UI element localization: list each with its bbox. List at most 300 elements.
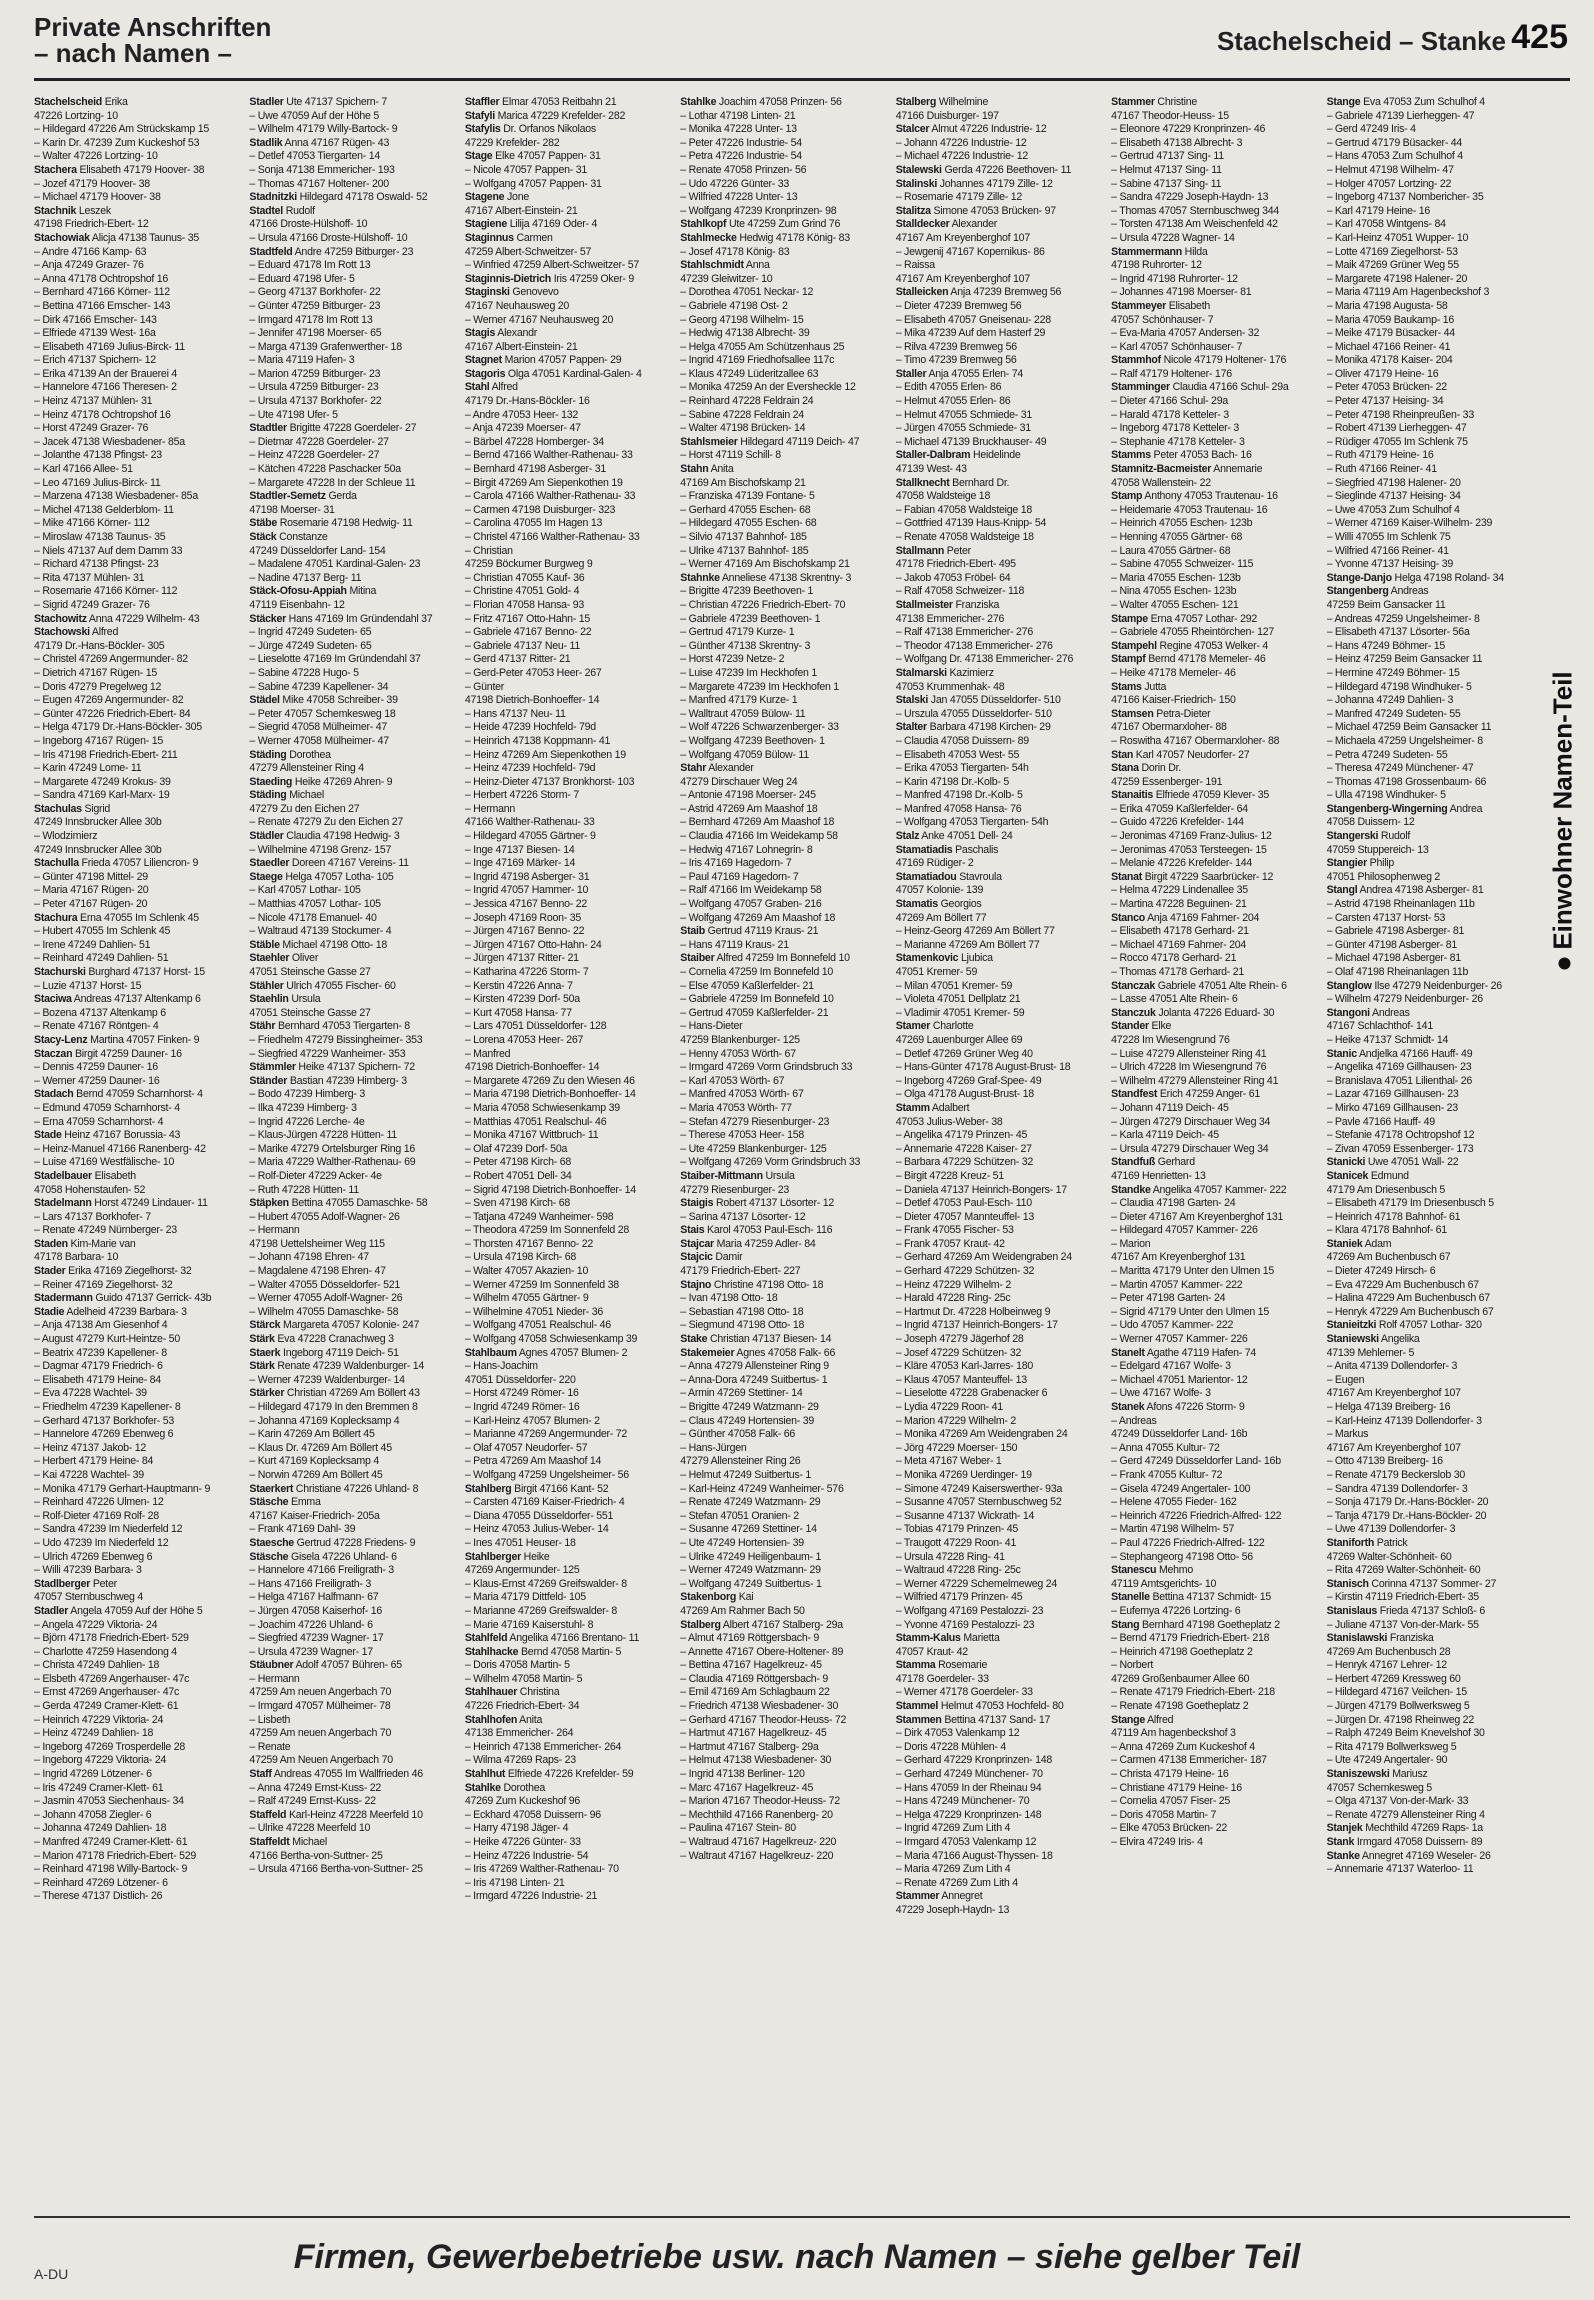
directory-entry (465, 1714, 668, 1728)
entry-details: – Luise 47169 Westfälische- 10 (34, 1156, 175, 1169)
directory-entry (896, 232, 1099, 246)
directory-entry (249, 925, 452, 939)
section-label: Einwohner Namen-Teil (1547, 671, 1578, 950)
directory-entry (896, 463, 1099, 477)
entry-details: – Meta 47167 Weber- 1 (895, 1455, 1002, 1468)
directory-entry (680, 341, 883, 355)
directory-entry (680, 830, 883, 844)
entry-details: – Karl-Heinz 47051 Wupper- 10 (1326, 231, 1469, 244)
entry-details: – Doris 47058 Martin- 5 (464, 1659, 570, 1672)
directory-entry (896, 1578, 1099, 1592)
directory-entry (465, 1700, 668, 1714)
directory-entry (1111, 558, 1314, 572)
entry-details: – Claudia 47058 Duissern- 89 (895, 734, 1029, 747)
entry-details: – Ingrid 47137 Heinrich-Bongers- 17 (895, 1319, 1058, 1332)
entry-surname: Staerk (249, 1346, 281, 1359)
directory-entry (896, 776, 1099, 790)
entry-details: – Renate 47167 Röntgen- 4 (34, 1020, 159, 1033)
entry-details: – Magdalene 47198 Ehren- 47 (249, 1265, 386, 1278)
entry-details: – Oliver 47179 Heine- 16 (1326, 367, 1439, 380)
directory-entry (680, 504, 883, 518)
entry-details: – Dieter 47167 Am Kreyenberghof 131 (1111, 1210, 1284, 1223)
entry-details: – Irmgard 47053 Valenkamp 12 (895, 1836, 1037, 1848)
entry-details: – Paulina 47167 Stein- 80 (680, 1822, 796, 1835)
directory-entry (680, 1061, 883, 1075)
entry-details: – Otto 47139 Breiberg- 16 (1326, 1455, 1443, 1468)
directory-entry (896, 1415, 1099, 1429)
directory-entry (1111, 354, 1314, 368)
entry-details: Andrea (1447, 802, 1483, 815)
directory-entry (680, 1238, 883, 1252)
directory-entry (1111, 259, 1314, 273)
directory-entry (896, 1564, 1099, 1578)
entry-details: – Monika 47178 Kaiser- 204 (1326, 354, 1453, 367)
entry-details: Wilhelmine (936, 96, 989, 108)
directory-entry (680, 1619, 883, 1633)
header-rule (34, 78, 1570, 81)
directory-entry (1111, 341, 1314, 355)
entry-details: – Rolf-Dieter 47169 Rolf- 28 (34, 1509, 159, 1522)
directory-entry (465, 1387, 668, 1401)
directory-entry (34, 735, 237, 749)
directory-entry (249, 830, 452, 844)
entry-surname: Stanic (1326, 1047, 1357, 1060)
entry-details: – Walter 47226 Lortzing- 10 (34, 150, 158, 163)
entry-details: – Harald 47178 Ketteler- 3 (1111, 408, 1229, 421)
entry-details: – Wolfgang 47051 Realschul- 46 (464, 1319, 611, 1332)
directory-entry (465, 1319, 668, 1333)
entry-details: – Marion 47259 Bitburger- 23 (249, 367, 381, 380)
entry-details: – Annemarie 47228 Kaiser- 27 (895, 1142, 1032, 1155)
directory-entry (1327, 1129, 1530, 1143)
directory-entry (465, 898, 668, 912)
entry-details: – Johanna 47249 Dahlien- 3 (1326, 694, 1454, 707)
entry-details: – Peter 47167 Rügen- 20 (34, 898, 148, 911)
entry-details: – Michel 47138 Gelderblom- 11 (34, 503, 174, 516)
entry-details: – Ralf 47249 Ernst-Kuss- 22 (249, 1795, 376, 1808)
directory-entry (896, 694, 1099, 708)
entry-details: Gabriele 47051 Alte Rhein- 6 (1155, 979, 1287, 992)
directory-entry (896, 286, 1099, 300)
entry-details: – Monika 47269 Am Weidengraben 24 (895, 1428, 1068, 1441)
entry-details: – Birgit 47269 Am Siepenkothen 19 (464, 476, 623, 489)
directory-entry (249, 1116, 452, 1130)
entry-details: – Peter 47053 Brücken- 22 (1326, 381, 1447, 394)
directory-entry (1111, 1605, 1314, 1619)
directory-entry (1327, 1401, 1530, 1415)
entry-details: – Hans 47059 In der Rheinau 94 (895, 1781, 1042, 1794)
entry-details: – Ursula 47228 Wagner- 14 (1111, 231, 1235, 244)
directory-entry (680, 1523, 883, 1537)
entry-details: – Niels 47137 Auf dem Damm 33 (34, 544, 183, 557)
entry-details: Bernd 47058 Martin- 5 (518, 1645, 622, 1658)
directory-entry (1111, 884, 1314, 898)
entry-details: – Wolfgang 47269 Am Maashof 18 (680, 911, 836, 924)
entry-details: 47198 Dietrich-Bonhoeffer- 14 (464, 1061, 600, 1074)
entry-details: – Matthias 47051 Realschul- 46 (464, 1115, 607, 1128)
entry-details: – Sabine 47137 Sing- 11 (1111, 177, 1222, 190)
entry-details: – Johann 47226 Industrie- 12 (895, 136, 1027, 149)
directory-entry (1327, 599, 1530, 613)
entry-surname: Städing (249, 789, 287, 802)
directory-entry (1111, 191, 1314, 205)
directory-entry (465, 599, 668, 613)
entry-details: 47226 Friedrich-Ebert- 34 (464, 1700, 580, 1713)
entry-details: – Mika 47239 Auf dem Hasterf 29 (895, 327, 1046, 340)
entry-details: – Eduard 47178 Im Rott 13 (249, 259, 371, 272)
entry-details: – Heinrich 47055 Eschen- 123b (1111, 517, 1253, 530)
entry-details: Martina 47057 Finken- 9 (87, 1033, 200, 1046)
entry-surname: Stajno (680, 1278, 712, 1291)
directory-entry (34, 1333, 237, 1347)
entry-surname: Ständer (249, 1074, 288, 1087)
directory-entry (896, 409, 1099, 423)
directory-entry (1111, 599, 1314, 613)
entry-details: – Lisbeth (249, 1713, 291, 1726)
entry-details: 47269 Zum Kuckeshof 96 (464, 1795, 581, 1808)
directory-entry (34, 599, 237, 613)
entry-surname: Stamatis (895, 898, 938, 911)
entry-details: – Waltraud 47167 Hagelkreuz- 220 (680, 1836, 837, 1848)
directory-entry (34, 1020, 237, 1034)
directory-entry (680, 1075, 883, 1089)
entry-details: 47167 Albert-Einstein- 21 (464, 204, 578, 217)
entry-details: – Lydia 47229 Roon- 41 (895, 1401, 1003, 1413)
entry-details: – Peter 47198 Garten- 24 (1111, 1292, 1226, 1305)
entry-details: 47051 Steinsche Gasse 27 (249, 1006, 371, 1019)
directory-entry (680, 1184, 883, 1198)
entry-details: – Dieter 47239 Bremweg 56 (895, 299, 1022, 312)
entry-details: – Reinhard 47198 Willy-Bartock- 9 (34, 1863, 188, 1876)
directory-entry (34, 1605, 237, 1619)
directory-column (249, 96, 452, 2176)
directory-entry (1111, 939, 1314, 953)
entry-details: – Wilhelmine 47198 Grenz- 157 (249, 843, 392, 856)
directory-entry (249, 1564, 452, 1578)
entry-details: – Horst 47249 Römer- 16 (464, 1387, 579, 1400)
entry-details: – Almut 47169 Röttgersbach- 9 (680, 1632, 820, 1645)
entry-details: – Erna 47059 Scharnhorst- 4 (34, 1115, 164, 1128)
entry-details: – Astrid 47269 Am Maashof 18 (680, 802, 818, 815)
directory-entry (34, 1048, 237, 1062)
entry-surname: Stachera (34, 163, 77, 176)
entry-details: – Emil 47169 Am Schlagbaum 22 (680, 1686, 830, 1699)
entry-details: Constanze (276, 531, 328, 543)
entry-surname: Staehlin (249, 993, 289, 1006)
entry-details: – Anita 47139 Dollendorfer- 3 (1326, 1360, 1458, 1373)
entry-details: 47269 Am Buchenbusch 67 (1326, 1251, 1451, 1264)
entry-details: Petra-Dieter (1153, 707, 1211, 720)
directory-entry (34, 640, 237, 654)
entry-details: Angelika 47057 Kammer- 222 (1150, 1183, 1287, 1196)
directory-entry (465, 504, 668, 518)
directory-entry (680, 1659, 883, 1673)
entry-details: – Manfred (464, 1047, 511, 1060)
entry-details: Damir (712, 1251, 743, 1264)
entry-details: – Jürge 47249 Sudeten- 65 (249, 639, 372, 652)
entry-details: Marion 47057 Pappen- 29 (501, 354, 622, 367)
entry-details: – Maria 47198 Augusta- 58 (1326, 299, 1448, 312)
directory-entry (465, 1374, 668, 1388)
entry-details: – Lorena 47053 Heer- 267 (464, 1033, 584, 1046)
entry-details: – Wolfgang 47239 Beethoven- 1 (680, 734, 825, 747)
entry-surname: Stamms (1111, 449, 1151, 462)
entry-details: – Heinz-Manuel 47166 Ranenberg- 42 (34, 1142, 206, 1155)
directory-entry (896, 789, 1099, 803)
entry-surname: Stallmann (895, 544, 945, 557)
directory-entry (465, 1605, 668, 1619)
entry-details: Dorothea (286, 748, 331, 761)
entry-details: – Karl 47053 Wörth- 67 (680, 1074, 785, 1087)
entry-details: – Irmgard 47057 Mülheimer- 78 (249, 1700, 391, 1713)
directory-entry (1111, 1387, 1314, 1401)
directory-entry (465, 844, 668, 858)
directory-entry (249, 368, 452, 382)
directory-entry (249, 1822, 452, 1836)
entry-details: – Jürgen 47167 Benno- 22 (464, 925, 585, 938)
entry-details: Peter (944, 544, 971, 557)
directory-entry (465, 1686, 668, 1700)
directory-entry (34, 1279, 237, 1293)
entry-details: – Heinz 47226 Industrie- 54 (464, 1849, 589, 1862)
directory-entry (249, 993, 452, 1007)
directory-entry (249, 1442, 452, 1456)
entry-details: – Peter 47198 Kirch- 68 (464, 1156, 571, 1169)
directory-entry (896, 300, 1099, 314)
directory-entry (34, 1890, 237, 1904)
directory-entry (896, 735, 1099, 749)
directory-entry (896, 830, 1099, 844)
entry-details: – Luise 47239 Im Heckhofen 1 (680, 666, 817, 679)
entry-details: Helga 47198 Roland- 34 (1391, 571, 1504, 584)
directory-entry (1327, 1632, 1530, 1646)
entry-details: – Luise 47279 Allensteiner Ring 41 (1111, 1047, 1267, 1060)
entry-details: – Erika 47059 Kaßlerfelder- 64 (1111, 802, 1248, 815)
entry-details: – Luzie 47137 Horst- 15 (34, 979, 142, 992)
directory-entry (680, 1143, 883, 1157)
entry-details: – Udo 47057 Kammer- 222 (1111, 1319, 1234, 1332)
directory-entry (1327, 1347, 1530, 1361)
directory-entry (896, 1782, 1099, 1796)
entry-details: Joachim 47058 Prinzen- 56 (716, 96, 842, 108)
directory-entry (34, 749, 237, 763)
directory-column (1327, 96, 1530, 2176)
entry-details: – Karin 47269 Am Böllert 45 (249, 1428, 375, 1441)
entry-details: Frieda 47137 Schloß- 6 (1377, 1604, 1485, 1617)
directory-entry (249, 1510, 452, 1524)
directory-entry (680, 776, 883, 790)
entry-details: Alicja 47138 Taunus- 35 (89, 231, 200, 244)
directory-entry (34, 354, 237, 368)
entry-details: – Andreas (1111, 1414, 1157, 1427)
entry-details: – Ralf 47166 Im Weidekamp 58 (680, 884, 822, 897)
directory-entry (34, 1184, 237, 1198)
entry-details: Bernd 47178 Memeler- 46 (1145, 653, 1266, 666)
directory-entry (680, 123, 883, 137)
directory-entry (249, 1836, 452, 1850)
entry-details: – Werner 47058 Mülheimer- 47 (249, 734, 389, 747)
directory-entry (34, 531, 237, 545)
entry-details: – Sandra 47229 Joseph-Haydn- 13 (1111, 191, 1269, 204)
directory-entry (680, 667, 883, 681)
entry-details: – Hannelore 47166 Freiligrath- 3 (249, 1564, 394, 1577)
directory-entry (249, 1591, 452, 1605)
entry-details: – Beatrix 47239 Kapellener- 8 (34, 1346, 167, 1359)
entry-surname: Stäpken (249, 1197, 289, 1210)
entry-surname: Stärk (249, 1360, 275, 1373)
directory-entry (249, 1809, 452, 1823)
entry-details: – Kurt 47169 Koplecksamp 4 (249, 1455, 379, 1468)
entry-surname: Stanicek (1326, 1169, 1369, 1182)
directory-entry (249, 1455, 452, 1469)
directory-entry (896, 1442, 1099, 1456)
directory-entry (1327, 1116, 1530, 1130)
entry-details: 47053 Julius-Weber- 38 (895, 1115, 1003, 1128)
entry-details: – Monika 47269 Uerdinger- 19 (895, 1468, 1032, 1481)
directory-entry (1327, 395, 1530, 409)
entry-details: – Ursula 47239 Wagner- 17 (249, 1645, 373, 1658)
directory-entry (465, 1863, 668, 1877)
directory-entry (896, 993, 1099, 1007)
entry-details: – Walter 47055 Eschen- 121 (1111, 598, 1239, 611)
entry-details: – Heinz 47269 Am Siepenkothen 19 (464, 748, 626, 761)
directory-entry (680, 653, 883, 667)
directory-entry (1111, 1809, 1314, 1823)
entry-details: – Kerstin 47226 Anna- 7 (464, 979, 573, 992)
entry-details: – Karin 47249 Lome- 11 (34, 762, 142, 775)
entry-details: – Yvonne 47137 Heising- 39 (1326, 558, 1453, 571)
entry-surname: Stalz (895, 830, 920, 843)
entry-details: – Hans 47053 Zum Schulhof 4 (1326, 150, 1463, 163)
entry-details: – Günter 47259 Bitburger- 23 (249, 299, 381, 312)
directory-entry (1111, 1197, 1314, 1211)
entry-details: – Rocco 47178 Gerhard- 21 (1111, 952, 1237, 965)
directory-entry (34, 1211, 237, 1225)
entry-details: Georgios (937, 898, 982, 911)
entry-details: – Karl 47057 Lothar- 105 (249, 884, 361, 897)
directory-entry (465, 1754, 668, 1768)
directory-entry (896, 1727, 1099, 1741)
entry-details: – Elisabeth 47169 Julius-Birck- 11 (34, 340, 185, 353)
directory-entry (896, 1238, 1099, 1252)
entry-details: – Marike 47279 Ortelsburger Ring 16 (249, 1142, 415, 1155)
entry-details: – Ingeborg 47229 Viktoria- 24 (34, 1754, 167, 1767)
entry-details: – Elisabeth 47057 Gneisenau- 228 (895, 313, 1051, 326)
entry-details: – Siegrid 47058 Mülheimer- 47 (249, 721, 388, 734)
entry-details: Ute 47259 Zum Grind 76 (726, 218, 841, 231)
entry-details: Edmund (1368, 1169, 1409, 1182)
entry-details: – Horst 47119 Schill- 8 (680, 449, 781, 462)
entry-details: Maria 47259 Adler- 84 (713, 1237, 816, 1250)
entry-surname: Stalitza (895, 204, 931, 217)
entry-details: – Matthias 47057 Lothar- 105 (249, 898, 381, 911)
entry-details: – Klaus-Jürgen 47228 Hütten- 11 (249, 1129, 397, 1142)
entry-details: 47198 Ruhrorter- 12 (1111, 259, 1202, 272)
directory-entry (34, 1551, 237, 1565)
entry-details: – Eugen (1326, 1373, 1365, 1386)
entry-details: – Kirsten 47239 Dorf- 50a (464, 993, 580, 1006)
directory-entry (249, 1714, 452, 1728)
entry-details: – Iris 47249 Cramer-Klett- 61 (34, 1781, 164, 1794)
entry-surname: Staigis (680, 1197, 714, 1210)
directory-entry (249, 422, 452, 436)
entry-details: – Hubert 47055 Adolf-Wagner- 26 (249, 1210, 400, 1223)
entry-surname: Stacy-Lenz (34, 1033, 88, 1046)
directory-entry (896, 1048, 1099, 1062)
directory-entry (34, 436, 237, 450)
entry-surname: Stärker (249, 1387, 285, 1400)
entry-surname: Stakenborg (680, 1591, 737, 1604)
entry-surname: Staniek (1326, 1237, 1363, 1250)
entry-details: Andreas (1369, 1006, 1410, 1019)
entry-details: – Vladimir 47051 Kremer- 59 (895, 1006, 1025, 1019)
directory-entry (680, 708, 883, 722)
entry-details: – Elsbeth 47269 Angerhauser- 47c (34, 1672, 190, 1685)
entry-details: – Iris 47269 Walther-Rathenau- 70 (464, 1863, 619, 1876)
entry-details: – Helmut 47138 Wiesbadener- 30 (680, 1754, 832, 1767)
entry-surname: Stamer (895, 1020, 931, 1033)
entry-details: – Hermine 47249 Böhmer- 15 (1326, 666, 1460, 679)
entry-details: – Claudia 47198 Garten- 24 (1111, 1197, 1236, 1210)
entry-details: – Bettina 47166 Emscher- 143 (34, 299, 171, 312)
entry-surname: Stadtel (249, 204, 283, 217)
entry-surname: Stamnitz-Bacmeister (1111, 463, 1212, 476)
directory-entry (896, 164, 1099, 178)
directory-entry (896, 925, 1099, 939)
entry-details: – Edelgard 47167 Wolfe- 3 (1111, 1360, 1231, 1373)
entry-details: – Margarete 47228 In der Schleue 11 (249, 476, 416, 489)
directory-entry (896, 721, 1099, 735)
entry-details: Anneliese 47138 Skrentny- 3 (719, 571, 852, 584)
entry-details: Gerhard (1155, 1156, 1195, 1169)
directory-entry (680, 1632, 883, 1646)
directory-entry (896, 1591, 1099, 1605)
entry-surname: Stachnik (34, 204, 77, 217)
directory-entry (1111, 1292, 1314, 1306)
entry-details: Jone (504, 191, 529, 204)
entry-details: – Werner 47057 Kammer- 226 (1111, 1333, 1248, 1346)
directory-entry (1111, 653, 1314, 667)
entry-details: – Herbert 47269 Kressweg 60 (1326, 1672, 1461, 1685)
entry-details: – Hildegard 47226 Am Strückskamp 15 (34, 123, 209, 136)
entry-details: Michael (286, 789, 324, 802)
entry-details: – Hans 47249 Böhmer- 15 (1326, 639, 1446, 652)
directory-entry (896, 1605, 1099, 1619)
directory-entry (680, 1048, 883, 1062)
entry-details: – Wolfgang 47059 Bülow- 11 (680, 748, 809, 761)
directory-entry (680, 246, 883, 260)
entry-details: Mariusz (1389, 1768, 1428, 1781)
entry-details: – Jürgen 47179 Bollwerksweg 5 (1326, 1700, 1470, 1713)
directory-entry (34, 1360, 237, 1374)
directory-entry (249, 327, 452, 341)
directory-entry (1111, 1374, 1314, 1388)
entry-details: – Ute 47198 Ufer- 5 (249, 408, 338, 421)
directory-entry (680, 273, 883, 287)
directory-entry (34, 164, 237, 178)
entry-details: Birgit 47259 Dauner- 16 (72, 1047, 182, 1060)
entry-details: – Olaf 47198 Rheinanlagen 11b (1326, 966, 1469, 978)
directory-entry (896, 477, 1099, 491)
directory-entry (1111, 952, 1314, 966)
entry-details: – Heinz-Dieter 47137 Bronkhorst- 103 (464, 775, 635, 788)
entry-details: – Sven 47198 Kirch- 68 (464, 1197, 571, 1210)
directory-entry (1111, 1741, 1314, 1755)
entry-details: 47167 Am Kreyenberghof 131 (1111, 1251, 1246, 1264)
directory-entry (896, 1061, 1099, 1075)
directory-entry (896, 1292, 1099, 1306)
entry-details: – Jürgen 47137 Ritter- 21 (464, 952, 579, 965)
